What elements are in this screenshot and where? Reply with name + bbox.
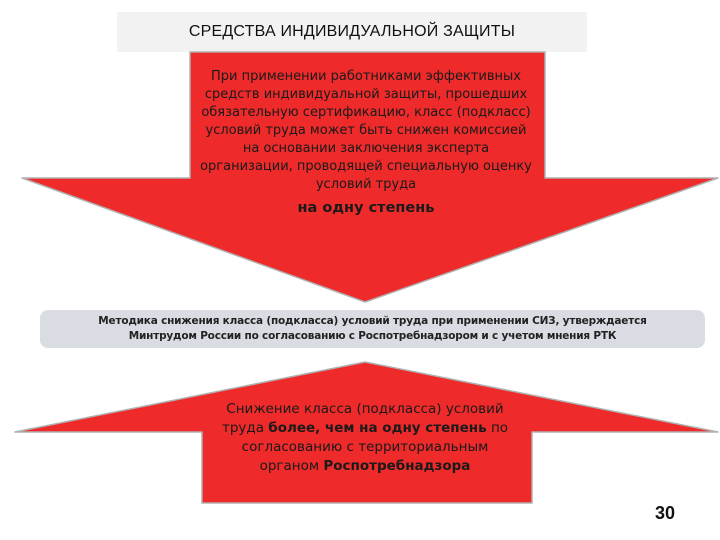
methodology-bar [40,310,705,348]
lower-arrow-text [210,400,520,476]
methodology-line-2: Минтрудом России по согласованию с Роспотребнадзором и с учетом мнения РТК [128,330,617,342]
upper-arrow-emphasis: на одну степень [297,200,435,216]
upper-arrow-text [198,68,534,217]
methodology-line-1: Методика снижения класса (подкласса) условий труда при применении СИЗ, утверждается [98,315,647,327]
lower-text-part-1: Снижение класса (подкласса) условий труда [221,401,504,436]
page-number: 30 [654,503,676,523]
lower-text-bold-1: более, чем на одну степень [268,420,487,436]
lower-text-part-2: по согласованию с территориальным органом [241,420,509,474]
upper-arrow-body: При применении работниками эффективных средств индивидуальной защиты, прошедших обязательную сертификацию, класс (подкласс) условий труда может быть снижен комиссией на основании заключения эксперта организации, проводящей специальную оценку условий труда [200,69,532,192]
lower-text-bold-2: Роспотребнадзора [323,458,471,474]
page-title: СРЕДСТВА ИНДИВИДУАЛЬНОЙ ЗАЩИТЫ [188,23,516,40]
methodology-text [98,314,646,344]
